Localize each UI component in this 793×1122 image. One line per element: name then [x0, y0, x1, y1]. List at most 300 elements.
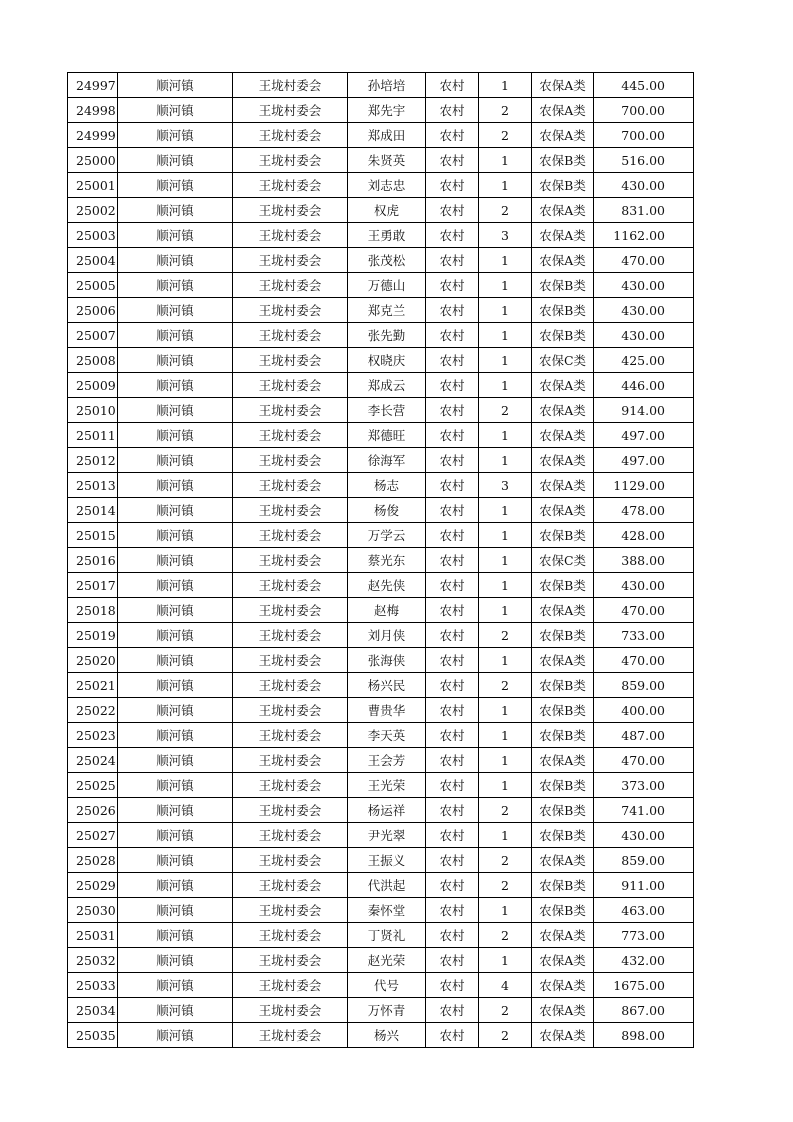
- insurance-category-cell: 农保B类: [532, 698, 594, 723]
- town-cell: 顺河镇: [118, 73, 233, 98]
- amount-cell: 867.00: [594, 998, 694, 1023]
- household-size-cell: 1: [479, 823, 532, 848]
- amount-cell: 470.00: [594, 598, 694, 623]
- amount-cell: 700.00: [594, 123, 694, 148]
- residence-type-cell: 农村: [426, 98, 479, 123]
- household-size-cell: 1: [479, 573, 532, 598]
- table-row: [68, 973, 694, 998]
- insurance-category-cell: 农保C类: [532, 348, 594, 373]
- residence-type-cell: 农村: [426, 848, 479, 873]
- record-number-cell: 25003: [68, 223, 118, 248]
- town-cell: 顺河镇: [118, 598, 233, 623]
- village-committee-cell: 王垅村委会: [233, 198, 348, 223]
- table-row: [68, 123, 694, 148]
- amount-cell: 911.00: [594, 873, 694, 898]
- village-committee-cell: 王垅村委会: [233, 448, 348, 473]
- town-cell: 顺河镇: [118, 848, 233, 873]
- village-committee-cell: 王垅村委会: [233, 798, 348, 823]
- record-number-cell: 25014: [68, 498, 118, 523]
- town-cell: 顺河镇: [118, 798, 233, 823]
- record-number-cell: 25024: [68, 748, 118, 773]
- village-committee-cell: 王垅村委会: [233, 223, 348, 248]
- amount-cell: 430.00: [594, 573, 694, 598]
- household-size-cell: 2: [479, 873, 532, 898]
- record-number-cell: 25032: [68, 948, 118, 973]
- residence-type-cell: 农村: [426, 598, 479, 623]
- amount-cell: 898.00: [594, 1023, 694, 1048]
- residence-type-cell: 农村: [426, 223, 479, 248]
- household-size-cell: 1: [479, 373, 532, 398]
- town-cell: 顺河镇: [118, 223, 233, 248]
- residence-type-cell: 农村: [426, 198, 479, 223]
- residence-type-cell: 农村: [426, 148, 479, 173]
- household-size-cell: 2: [479, 123, 532, 148]
- record-number-cell: 24999: [68, 123, 118, 148]
- town-cell: 顺河镇: [118, 723, 233, 748]
- record-number-cell: 25004: [68, 248, 118, 273]
- village-committee-cell: 王垅村委会: [233, 898, 348, 923]
- village-committee-cell: 王垅村委会: [233, 173, 348, 198]
- household-size-cell: 2: [479, 798, 532, 823]
- table-row: [68, 548, 694, 573]
- record-number-cell: 25030: [68, 898, 118, 923]
- amount-cell: 425.00: [594, 348, 694, 373]
- residence-type-cell: 农村: [426, 348, 479, 373]
- person-name-cell: 王光荣: [348, 773, 426, 798]
- person-name-cell: 郑先宇: [348, 98, 426, 123]
- residence-type-cell: 农村: [426, 398, 479, 423]
- person-name-cell: 李长营: [348, 398, 426, 423]
- insurance-category-cell: 农保B类: [532, 298, 594, 323]
- person-name-cell: 刘月侠: [348, 623, 426, 648]
- table-row: [68, 823, 694, 848]
- village-committee-cell: 王垅村委会: [233, 148, 348, 173]
- residence-type-cell: 农村: [426, 748, 479, 773]
- insurance-category-cell: 农保B类: [532, 273, 594, 298]
- record-number-cell: 25031: [68, 923, 118, 948]
- record-number-cell: 25001: [68, 173, 118, 198]
- record-number-cell: 25033: [68, 973, 118, 998]
- table-row: [68, 923, 694, 948]
- person-name-cell: 杨俊: [348, 498, 426, 523]
- table-row: [68, 73, 694, 98]
- household-size-cell: 4: [479, 973, 532, 998]
- village-committee-cell: 王垅村委会: [233, 873, 348, 898]
- table-row: [68, 573, 694, 598]
- residence-type-cell: 农村: [426, 473, 479, 498]
- person-name-cell: 张茂松: [348, 248, 426, 273]
- town-cell: 顺河镇: [118, 823, 233, 848]
- amount-cell: 773.00: [594, 923, 694, 948]
- person-name-cell: 万怀青: [348, 998, 426, 1023]
- record-number-cell: 25029: [68, 873, 118, 898]
- household-size-cell: 2: [479, 923, 532, 948]
- person-name-cell: 杨兴民: [348, 673, 426, 698]
- record-number-cell: 25006: [68, 298, 118, 323]
- insurance-category-cell: 农保A类: [532, 998, 594, 1023]
- insurance-category-cell: 农保A类: [532, 1023, 594, 1048]
- town-cell: 顺河镇: [118, 298, 233, 323]
- person-name-cell: 张先勤: [348, 323, 426, 348]
- household-size-cell: 1: [479, 523, 532, 548]
- insurance-category-cell: 农保A类: [532, 498, 594, 523]
- table-row: [68, 948, 694, 973]
- person-name-cell: 郑克兰: [348, 298, 426, 323]
- village-committee-cell: 王垅村委会: [233, 623, 348, 648]
- amount-cell: 463.00: [594, 898, 694, 923]
- record-number-cell: 25009: [68, 373, 118, 398]
- table-row: [68, 648, 694, 673]
- person-name-cell: 代洪起: [348, 873, 426, 898]
- town-cell: 顺河镇: [118, 773, 233, 798]
- table-row: [68, 348, 694, 373]
- town-cell: 顺河镇: [118, 498, 233, 523]
- table-row: [68, 273, 694, 298]
- person-name-cell: 万德山: [348, 273, 426, 298]
- person-name-cell: 王会芳: [348, 748, 426, 773]
- household-size-cell: 2: [479, 398, 532, 423]
- village-committee-cell: 王垅村委会: [233, 323, 348, 348]
- insurance-category-cell: 农保B类: [532, 898, 594, 923]
- insurance-category-cell: 农保A类: [532, 423, 594, 448]
- residence-type-cell: 农村: [426, 448, 479, 473]
- insurance-category-cell: 农保A类: [532, 923, 594, 948]
- person-name-cell: 赵光荣: [348, 948, 426, 973]
- residence-type-cell: 农村: [426, 123, 479, 148]
- table-body: [68, 73, 694, 1048]
- village-committee-cell: 王垅村委会: [233, 723, 348, 748]
- household-size-cell: 1: [479, 598, 532, 623]
- record-number-cell: 25005: [68, 273, 118, 298]
- insurance-category-cell: 农保B类: [532, 323, 594, 348]
- village-committee-cell: 王垅村委会: [233, 673, 348, 698]
- town-cell: 顺河镇: [118, 748, 233, 773]
- amount-cell: 428.00: [594, 523, 694, 548]
- person-name-cell: 孙培培: [348, 73, 426, 98]
- residence-type-cell: 农村: [426, 648, 479, 673]
- residence-type-cell: 农村: [426, 898, 479, 923]
- residence-type-cell: 农村: [426, 923, 479, 948]
- person-name-cell: 蔡光东: [348, 548, 426, 573]
- insurance-category-cell: 农保A类: [532, 473, 594, 498]
- residence-type-cell: 农村: [426, 498, 479, 523]
- village-committee-cell: 王垅村委会: [233, 523, 348, 548]
- residence-type-cell: 农村: [426, 373, 479, 398]
- household-size-cell: 1: [479, 248, 532, 273]
- record-number-cell: 25028: [68, 848, 118, 873]
- person-name-cell: 王振义: [348, 848, 426, 873]
- insurance-category-cell: 农保A类: [532, 948, 594, 973]
- table-row: [68, 798, 694, 823]
- household-size-cell: 2: [479, 198, 532, 223]
- town-cell: 顺河镇: [118, 448, 233, 473]
- town-cell: 顺河镇: [118, 698, 233, 723]
- table-row: [68, 698, 694, 723]
- household-size-cell: 2: [479, 1023, 532, 1048]
- person-name-cell: 杨兴: [348, 1023, 426, 1048]
- person-name-cell: 徐海军: [348, 448, 426, 473]
- record-number-cell: 25018: [68, 598, 118, 623]
- amount-cell: 497.00: [594, 423, 694, 448]
- town-cell: 顺河镇: [118, 348, 233, 373]
- town-cell: 顺河镇: [118, 548, 233, 573]
- town-cell: 顺河镇: [118, 523, 233, 548]
- record-number-cell: 25034: [68, 998, 118, 1023]
- amount-cell: 478.00: [594, 498, 694, 523]
- household-size-cell: 3: [479, 473, 532, 498]
- insurance-category-cell: 农保B类: [532, 573, 594, 598]
- household-size-cell: 1: [479, 448, 532, 473]
- record-number-cell: 25023: [68, 723, 118, 748]
- person-name-cell: 杨运祥: [348, 798, 426, 823]
- residence-type-cell: 农村: [426, 548, 479, 573]
- village-committee-cell: 王垅村委会: [233, 698, 348, 723]
- record-number-cell: 25000: [68, 148, 118, 173]
- insurance-category-cell: 农保A类: [532, 848, 594, 873]
- table-row: [68, 748, 694, 773]
- town-cell: 顺河镇: [118, 173, 233, 198]
- insurance-category-cell: 农保A类: [532, 648, 594, 673]
- residence-type-cell: 农村: [426, 423, 479, 448]
- household-size-cell: 2: [479, 623, 532, 648]
- residence-type-cell: 农村: [426, 998, 479, 1023]
- person-name-cell: 万学云: [348, 523, 426, 548]
- amount-cell: 470.00: [594, 248, 694, 273]
- insurance-category-cell: 农保B类: [532, 148, 594, 173]
- village-committee-cell: 王垅村委会: [233, 98, 348, 123]
- insurance-category-cell: 农保B类: [532, 873, 594, 898]
- amount-cell: 497.00: [594, 448, 694, 473]
- amount-cell: 432.00: [594, 948, 694, 973]
- household-size-cell: 1: [479, 648, 532, 673]
- table-row: [68, 223, 694, 248]
- residence-type-cell: 农村: [426, 623, 479, 648]
- record-number-cell: 25026: [68, 798, 118, 823]
- insurance-category-cell: 农保B类: [532, 773, 594, 798]
- residence-type-cell: 农村: [426, 323, 479, 348]
- town-cell: 顺河镇: [118, 648, 233, 673]
- amount-cell: 859.00: [594, 673, 694, 698]
- household-size-cell: 1: [479, 73, 532, 98]
- record-number-cell: 24998: [68, 98, 118, 123]
- household-size-cell: 1: [479, 698, 532, 723]
- village-committee-cell: 王垅村委会: [233, 573, 348, 598]
- table-row: [68, 98, 694, 123]
- insurance-category-cell: 农保B类: [532, 673, 594, 698]
- table-row: [68, 1023, 694, 1048]
- amount-cell: 470.00: [594, 648, 694, 673]
- insurance-category-cell: 农保A类: [532, 123, 594, 148]
- household-size-cell: 2: [479, 848, 532, 873]
- table-row: [68, 373, 694, 398]
- insurance-category-cell: 农保A类: [532, 98, 594, 123]
- person-name-cell: 尹光翠: [348, 823, 426, 848]
- residence-type-cell: 农村: [426, 573, 479, 598]
- village-committee-cell: 王垅村委会: [233, 248, 348, 273]
- village-committee-cell: 王垅村委会: [233, 648, 348, 673]
- household-size-cell: 1: [479, 773, 532, 798]
- record-number-cell: 25012: [68, 448, 118, 473]
- amount-cell: 470.00: [594, 748, 694, 773]
- record-number-cell: 25025: [68, 773, 118, 798]
- insurance-category-cell: 农保A类: [532, 973, 594, 998]
- village-committee-cell: 王垅村委会: [233, 473, 348, 498]
- record-number-cell: 25002: [68, 198, 118, 223]
- record-number-cell: 25022: [68, 698, 118, 723]
- village-committee-cell: 王垅村委会: [233, 1023, 348, 1048]
- table-row: [68, 598, 694, 623]
- amount-cell: 700.00: [594, 98, 694, 123]
- person-name-cell: 权晓庆: [348, 348, 426, 373]
- village-committee-cell: 王垅村委会: [233, 398, 348, 423]
- amount-cell: 859.00: [594, 848, 694, 873]
- town-cell: 顺河镇: [118, 623, 233, 648]
- household-size-cell: 3: [479, 223, 532, 248]
- amount-cell: 831.00: [594, 198, 694, 223]
- insurance-category-cell: 农保B类: [532, 723, 594, 748]
- person-name-cell: 代号: [348, 973, 426, 998]
- amount-cell: 430.00: [594, 173, 694, 198]
- person-name-cell: 秦怀堂: [348, 898, 426, 923]
- insurance-category-cell: 农保A类: [532, 398, 594, 423]
- table-row: [68, 473, 694, 498]
- amount-cell: 1675.00: [594, 973, 694, 998]
- town-cell: 顺河镇: [118, 1023, 233, 1048]
- insurance-category-cell: 农保A类: [532, 598, 594, 623]
- household-size-cell: 1: [479, 273, 532, 298]
- village-committee-cell: 王垅村委会: [233, 748, 348, 773]
- village-committee-cell: 王垅村委会: [233, 773, 348, 798]
- village-committee-cell: 王垅村委会: [233, 73, 348, 98]
- person-name-cell: 赵先侠: [348, 573, 426, 598]
- insurance-category-cell: 农保A类: [532, 248, 594, 273]
- table-row: [68, 673, 694, 698]
- town-cell: 顺河镇: [118, 898, 233, 923]
- town-cell: 顺河镇: [118, 948, 233, 973]
- record-number-cell: 25008: [68, 348, 118, 373]
- table-row: [68, 198, 694, 223]
- amount-cell: 1129.00: [594, 473, 694, 498]
- record-number-cell: 25020: [68, 648, 118, 673]
- amount-cell: 487.00: [594, 723, 694, 748]
- person-name-cell: 郑成云: [348, 373, 426, 398]
- residence-type-cell: 农村: [426, 798, 479, 823]
- residence-type-cell: 农村: [426, 248, 479, 273]
- insurance-category-cell: 农保B类: [532, 823, 594, 848]
- town-cell: 顺河镇: [118, 873, 233, 898]
- town-cell: 顺河镇: [118, 248, 233, 273]
- amount-cell: 1162.00: [594, 223, 694, 248]
- town-cell: 顺河镇: [118, 198, 233, 223]
- residence-type-cell: 农村: [426, 673, 479, 698]
- table-row: [68, 498, 694, 523]
- town-cell: 顺河镇: [118, 673, 233, 698]
- person-name-cell: 郑德旺: [348, 423, 426, 448]
- town-cell: 顺河镇: [118, 998, 233, 1023]
- person-name-cell: 郑成田: [348, 123, 426, 148]
- residence-type-cell: 农村: [426, 873, 479, 898]
- amount-cell: 445.00: [594, 73, 694, 98]
- table-row: [68, 523, 694, 548]
- amount-cell: 741.00: [594, 798, 694, 823]
- residence-type-cell: 农村: [426, 973, 479, 998]
- village-committee-cell: 王垅村委会: [233, 998, 348, 1023]
- record-number-cell: 25013: [68, 473, 118, 498]
- residence-type-cell: 农村: [426, 948, 479, 973]
- town-cell: 顺河镇: [118, 473, 233, 498]
- household-size-cell: 1: [479, 298, 532, 323]
- village-committee-cell: 王垅村委会: [233, 123, 348, 148]
- insurance-category-cell: 农保C类: [532, 548, 594, 573]
- amount-cell: 430.00: [594, 273, 694, 298]
- insurance-category-cell: 农保A类: [532, 73, 594, 98]
- household-size-cell: 1: [479, 948, 532, 973]
- table-row: [68, 173, 694, 198]
- insurance-category-cell: 农保B类: [532, 623, 594, 648]
- person-name-cell: 王勇敢: [348, 223, 426, 248]
- village-committee-cell: 王垅村委会: [233, 548, 348, 573]
- table-row: [68, 623, 694, 648]
- town-cell: 顺河镇: [118, 423, 233, 448]
- village-committee-cell: 王垅村委会: [233, 823, 348, 848]
- record-number-cell: 25016: [68, 548, 118, 573]
- village-committee-cell: 王垅村委会: [233, 848, 348, 873]
- person-name-cell: 曹贵华: [348, 698, 426, 723]
- insurance-category-cell: 农保A类: [532, 748, 594, 773]
- household-size-cell: 1: [479, 748, 532, 773]
- household-size-cell: 1: [479, 423, 532, 448]
- village-committee-cell: 王垅村委会: [233, 273, 348, 298]
- amount-cell: 733.00: [594, 623, 694, 648]
- record-number-cell: 25035: [68, 1023, 118, 1048]
- village-committee-cell: 王垅村委会: [233, 498, 348, 523]
- residence-type-cell: 农村: [426, 773, 479, 798]
- residence-type-cell: 农村: [426, 273, 479, 298]
- table-row: [68, 323, 694, 348]
- record-number-cell: 25021: [68, 673, 118, 698]
- household-size-cell: 1: [479, 173, 532, 198]
- village-committee-cell: 王垅村委会: [233, 598, 348, 623]
- amount-cell: 430.00: [594, 823, 694, 848]
- table-row: [68, 423, 694, 448]
- table-row: [68, 873, 694, 898]
- household-size-cell: 2: [479, 98, 532, 123]
- village-committee-cell: 王垅村委会: [233, 423, 348, 448]
- town-cell: 顺河镇: [118, 373, 233, 398]
- residence-type-cell: 农村: [426, 823, 479, 848]
- village-committee-cell: 王垅村委会: [233, 298, 348, 323]
- person-name-cell: 丁贤礼: [348, 923, 426, 948]
- table-row: [68, 298, 694, 323]
- town-cell: 顺河镇: [118, 323, 233, 348]
- town-cell: 顺河镇: [118, 148, 233, 173]
- person-name-cell: 杨志: [348, 473, 426, 498]
- person-name-cell: 李天英: [348, 723, 426, 748]
- amount-cell: 914.00: [594, 398, 694, 423]
- village-committee-cell: 王垅村委会: [233, 373, 348, 398]
- residence-type-cell: 农村: [426, 73, 479, 98]
- household-size-cell: 1: [479, 323, 532, 348]
- record-number-cell: 24997: [68, 73, 118, 98]
- table-row: [68, 848, 694, 873]
- town-cell: 顺河镇: [118, 273, 233, 298]
- record-number-cell: 25010: [68, 398, 118, 423]
- table-row: [68, 148, 694, 173]
- record-number-cell: 25015: [68, 523, 118, 548]
- amount-cell: 430.00: [594, 298, 694, 323]
- record-number-cell: 25007: [68, 323, 118, 348]
- record-number-cell: 25017: [68, 573, 118, 598]
